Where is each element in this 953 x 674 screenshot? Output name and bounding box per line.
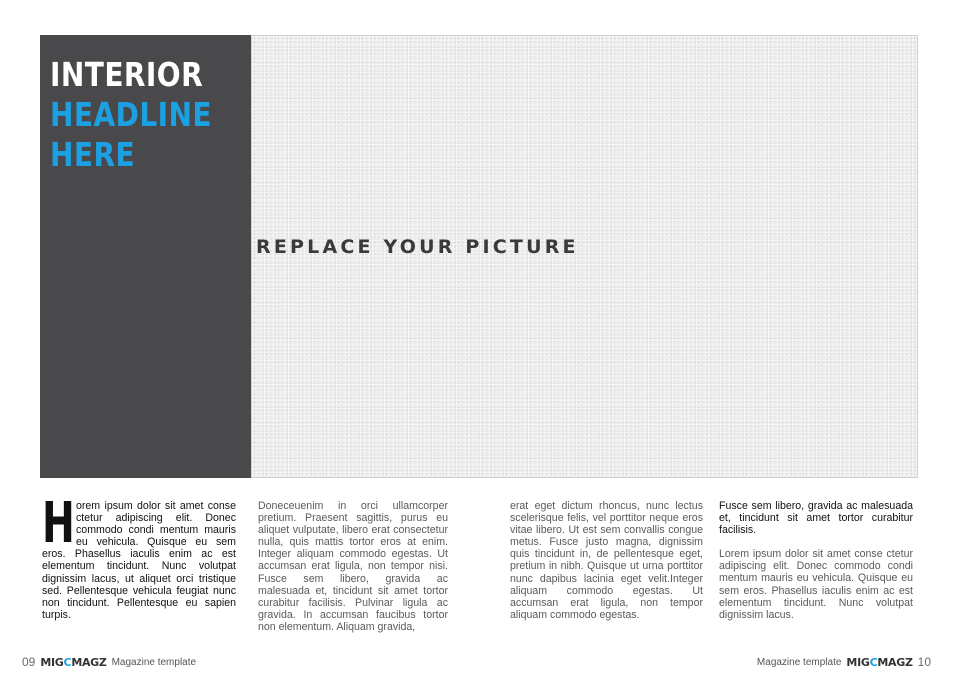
brand-logo-left [40, 656, 106, 669]
headline-line-2: HEADLINE [50, 95, 212, 134]
column-2-body: Doneceuenim in orci ullamcorper pretium. Praesent sagittis, purus eu aliquet vulputate, libero erat consectetur nulla, quis mattis tortor eros at enim. Integer aliquam commodo egestas. Ut accumsan erat ligula, non tempor nisi. Fusce sem libero, gravida ac malesuada et, tincidunt sit amet tortor curabitur facilisis. Pulvinar ligula ac gravida. In accumsan faucibus tortor non elementum. Aliquam gravida, [258, 500, 448, 633]
footer-tagline-right: Magazine template [756, 656, 842, 668]
brand-text-accent: C [869, 655, 878, 669]
footer-left [22, 653, 196, 671]
text-column-4 [719, 500, 913, 621]
page-number-right: 10 [917, 655, 931, 669]
headline-panel [40, 35, 251, 478]
page-headline [50, 55, 212, 175]
column-4-lead: Fusce sem libero, gravida ac malesuada et, tincidunt sit amet tortor curabitur facilisis. [719, 500, 913, 537]
footer-tagline-left: Magazine template [111, 656, 197, 668]
brand-text-part2: MAGZ [71, 655, 107, 669]
brand-text-part2: MAGZ [877, 655, 913, 669]
headline-line-3: HERE [50, 135, 136, 174]
footer-right [757, 653, 931, 671]
drop-cap: H [42, 491, 75, 556]
page-number-left: 09 [22, 655, 36, 669]
text-column-1 [42, 491, 236, 621]
brand-logo-right [846, 656, 912, 669]
column-4-body: Lorem ipsum dolor sit amet conse ctetur adipiscing elit. Donec commodo condi mentum mauris eu vehicula. Quisque eu sem eros. Phasellus iaculis enim ac est elementum tincidunt. Nunc volutpat dignissim lacus. [719, 548, 913, 621]
column-1-body: orem ipsum dolor sit amet conse ctetur adipiscing elit. Donec commodo condi mentum mauris eu vehicula. Quisque eu sem eros. Phasellus iaculis enim ac est elementum tincidunt. Nunc volutpat dignissim lacus, ut aliquet orci tristique sed. Pellentesque vehicula feugiat nunc non tincidunt. Pellentesque eu sapien turpis. [42, 500, 236, 621]
headline-line-1: INTERIOR [50, 55, 204, 94]
column-3-body: erat eget dictum rhoncus, nunc lectus scelerisque felis, vel porttitor neque eros vitae libero. Ut est sem convallis congue metus. Fusce justo magna, dignissim quis tincidunt in, de pellentesque eget, pretium in nibh. Quisque ut urna porttitor nunc dapibus lacinia eget velit.Integer aliquam commodo egestas. Ut accumsan erat ligula, non tempor aliquam commodo egestas. [510, 500, 703, 621]
text-column-2 [258, 500, 448, 633]
picture-placeholder-label: REPLACE YOUR PICTURE [256, 236, 579, 258]
brand-text-part1: MIG [40, 655, 64, 669]
text-column-3 [510, 500, 703, 621]
picture-placeholder [251, 35, 918, 478]
brand-text-part1: MIG [846, 655, 870, 669]
brand-text-accent: C [63, 655, 72, 669]
